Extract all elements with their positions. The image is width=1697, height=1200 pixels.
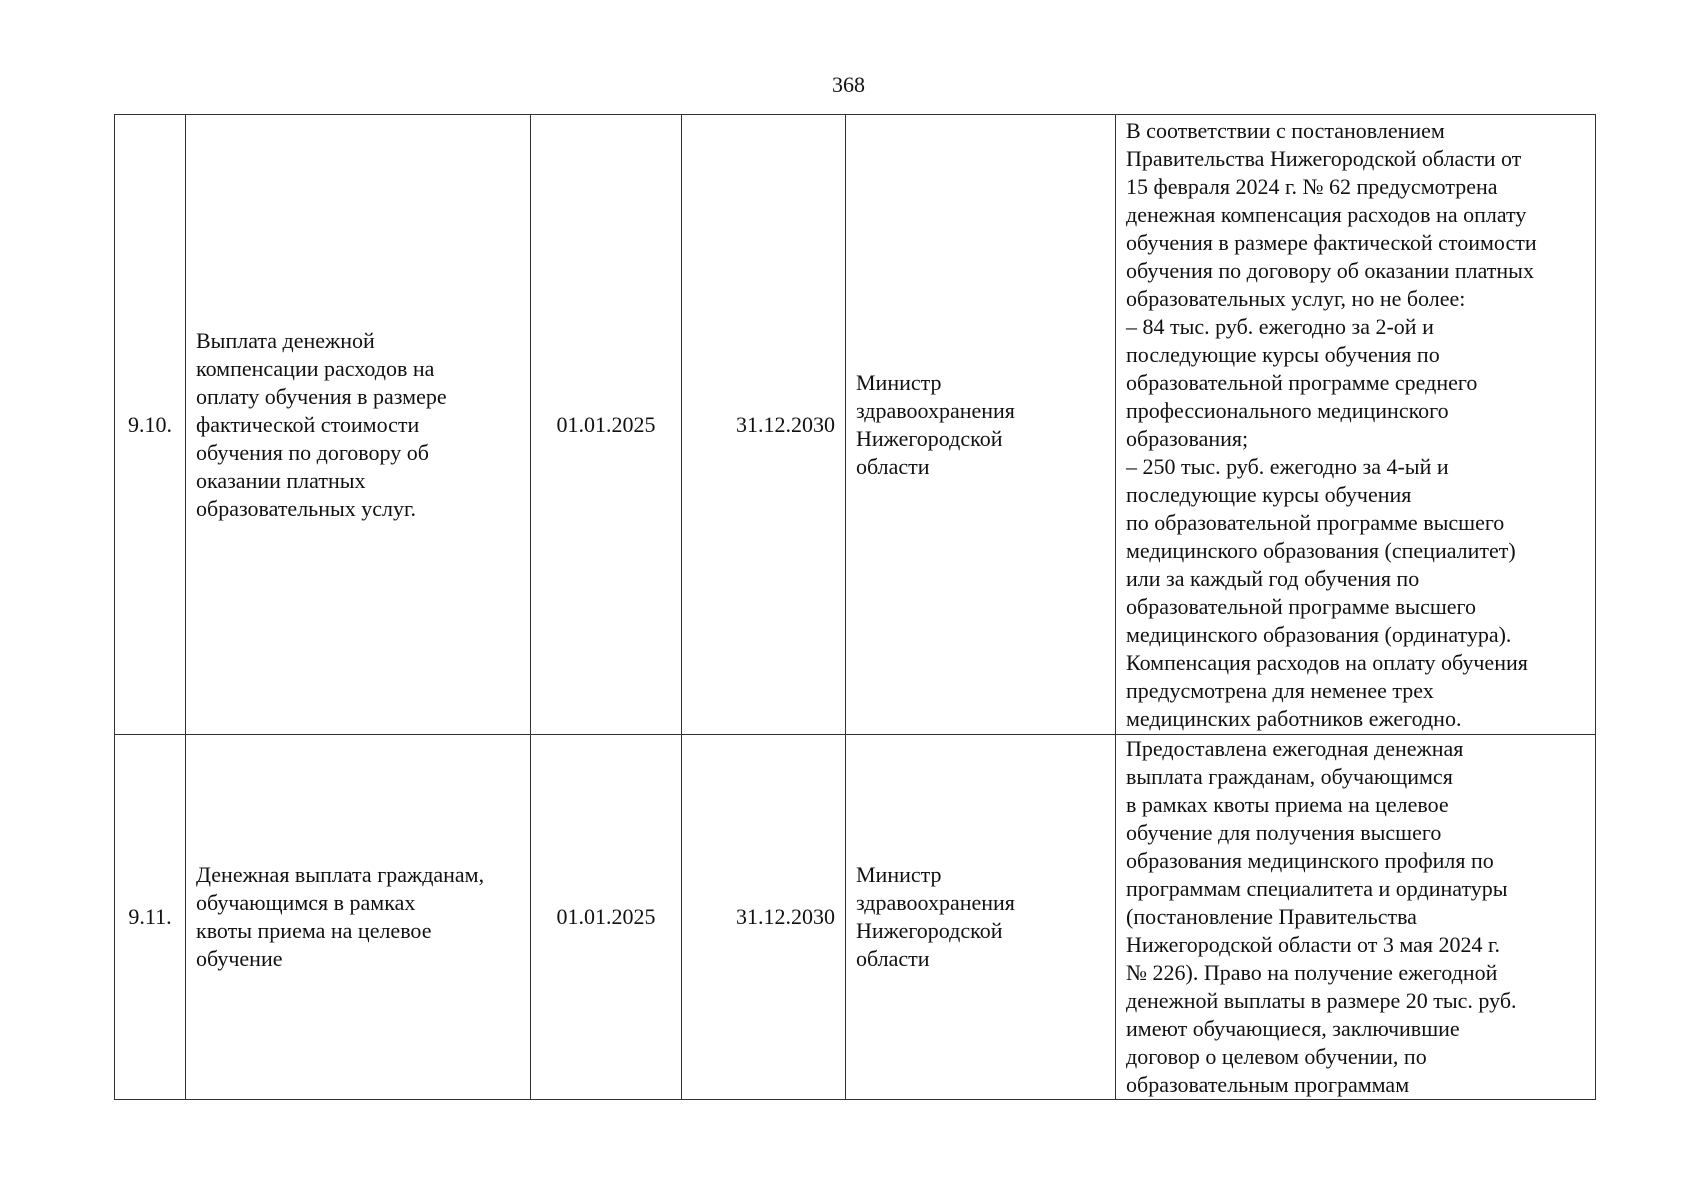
end-date: 31.12.2030 — [682, 115, 846, 735]
description-line: выплата гражданам, обучающимся — [1126, 764, 1453, 789]
measure-title-line: образовательных услуг. — [196, 495, 417, 521]
description-line: последующие курсы обучения — [1126, 481, 1412, 507]
description-line: образовательной программе высшего — [1126, 593, 1477, 619]
measure-title-line: Выплата денежной — [196, 327, 375, 353]
measure-title-line: оплату обучения в размере — [196, 383, 447, 409]
measure-title-line: обучающимся в рамках — [196, 890, 416, 915]
table-row — [115, 115, 1596, 735]
description-line: Компенсация расходов на оплату обучения — [1126, 649, 1528, 675]
description-line: образования; — [1126, 425, 1249, 451]
description-line: образовательных услуг, но не более: — [1126, 285, 1466, 311]
responsible-person — [846, 115, 1116, 735]
description-line: или за каждый год обучения по — [1126, 565, 1420, 591]
description-line: – 84 тыс. руб. ежегодно за 2-ой и — [1126, 313, 1434, 339]
description-line: профессионального медицинского — [1126, 397, 1449, 423]
description-line: № 226). Право на получение ежегодной — [1126, 960, 1498, 985]
measure-title-line: обучения по договору об — [196, 439, 429, 465]
table-row — [115, 735, 1596, 1100]
measure-title-line: оказании платных — [196, 467, 366, 493]
responsible-line: области — [856, 453, 930, 479]
description-line: В соответствии с постановлением — [1126, 117, 1445, 143]
measure-title — [186, 735, 531, 1100]
description-line: в рамках квоты приема на целевое — [1126, 792, 1449, 817]
row-number: 9.10. — [115, 115, 186, 735]
description-line: – 250 тыс. руб. ежегодно за 4-ый и — [1126, 453, 1449, 479]
description-line: Предоставлена ежегодная денежная — [1126, 736, 1464, 761]
measure-title — [186, 115, 531, 735]
description-line: обучение для получения высшего — [1126, 820, 1442, 845]
measure-title-line: Денежная выплата гражданам, — [196, 862, 485, 887]
measure-title-line: квоты приема на целевое — [196, 918, 432, 943]
description-line: по образовательной программе высшего — [1126, 509, 1505, 535]
start-date: 01.01.2025 — [531, 115, 682, 735]
description-line: образования медицинского профиля по — [1126, 848, 1494, 873]
description-line: 15 февраля 2024 г. № 62 предусмотрена — [1126, 173, 1498, 199]
description-line: медицинских работников ежегодно. — [1126, 705, 1462, 731]
responsible-line: Министр — [856, 369, 942, 395]
description-line: программам специалитета и ординатуры — [1126, 876, 1508, 901]
description-line: обучения в размере фактической стоимости — [1126, 229, 1537, 255]
description-line: медицинского образования (специалитет) — [1126, 537, 1516, 563]
description-line: Нижегородской области от 3 мая 2024 г. — [1126, 932, 1501, 957]
measure-title-line: обучение — [196, 946, 283, 971]
description-line: (постановление Правительства — [1126, 904, 1417, 929]
description-line: обучения по договору об оказании платных — [1126, 257, 1534, 283]
page-number: 368 — [832, 72, 865, 97]
description-line: медицинского образования (ординатура). — [1126, 621, 1512, 647]
responsible-line: области — [856, 946, 930, 971]
measures-table — [114, 114, 1596, 1100]
description-line: Правительства Нижегородской области от — [1126, 145, 1522, 171]
responsible-line: Министр — [856, 862, 942, 887]
responsible-line: Нижегородской — [856, 918, 1003, 943]
description-line: образовательным программам — [1126, 1072, 1410, 1097]
description-line: последующие курсы обучения по — [1126, 341, 1440, 367]
responsible-line: здравоохранения — [856, 890, 1015, 915]
description-line: образовательной программе среднего — [1126, 369, 1478, 395]
start-date: 01.01.2025 — [531, 735, 682, 1100]
measure-description — [1116, 115, 1596, 735]
responsible-line: здравоохранения — [856, 397, 1015, 423]
description-line: денежная компенсация расходов на оплату — [1126, 201, 1527, 227]
row-number: 9.11. — [115, 735, 186, 1100]
end-date: 31.12.2030 — [682, 735, 846, 1100]
measure-title-line: фактической стоимости — [196, 411, 420, 437]
responsible-line: Нижегородской — [856, 425, 1003, 451]
description-line: предусмотрена для неменее трех — [1126, 677, 1434, 703]
measure-description — [1116, 735, 1596, 1100]
description-line: договор о целевом обучении, по — [1126, 1044, 1427, 1069]
description-line: имеют обучающиеся, заключившие — [1126, 1016, 1460, 1041]
responsible-person — [846, 735, 1116, 1100]
measure-title-line: компенсации расходов на — [196, 355, 435, 381]
description-line: денежной выплаты в размере 20 тыс. руб. — [1126, 988, 1517, 1013]
